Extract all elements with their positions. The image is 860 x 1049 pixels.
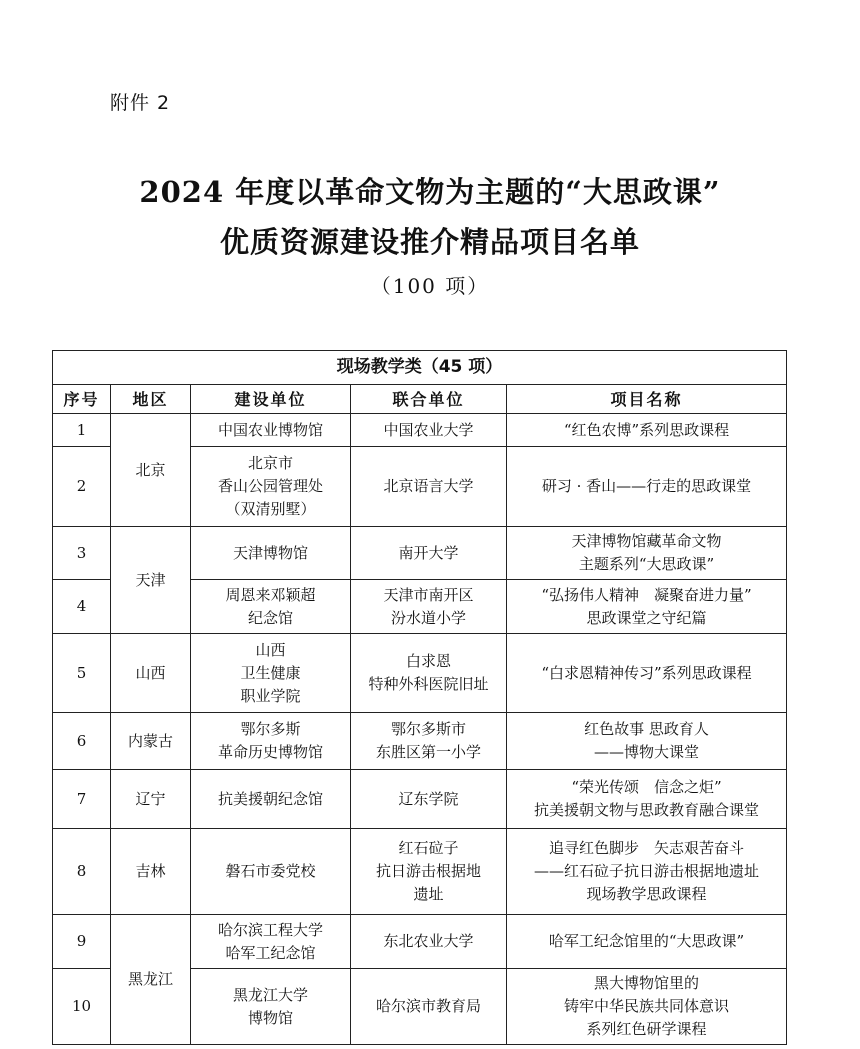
column-header-number: 序号 bbox=[53, 385, 111, 414]
builder-cell-line: 纪念馆 bbox=[247, 608, 293, 627]
builder-cell-line: 鄂尔多斯 bbox=[240, 720, 301, 738]
project-name-cell bbox=[507, 915, 787, 969]
builder-cell-line: 革命历史博物馆 bbox=[217, 743, 323, 761]
project-name-cell-line: 红色故事 思政育人 bbox=[584, 720, 709, 738]
project-name-cell-line: “荣光传颂 信念之炬” bbox=[571, 778, 722, 796]
row-number: 8 bbox=[53, 829, 111, 915]
region-cell: 黑龙江 bbox=[111, 915, 191, 1045]
document-title-line2: 优质资源建设推介精品项目名单 bbox=[219, 225, 640, 259]
project-name-cell bbox=[507, 447, 787, 527]
region-cell: 辽宁 bbox=[111, 770, 191, 829]
builder-cell bbox=[191, 414, 351, 447]
partner-cell-line: 抗日游击根据地 bbox=[375, 862, 481, 880]
project-name-cell-line: 黑大博物馆里的 bbox=[594, 974, 700, 992]
partner-cell-line: 东北农业大学 bbox=[383, 932, 474, 950]
builder-cell-line: 职业学院 bbox=[240, 686, 301, 705]
builder-cell-line: 卫生健康 bbox=[240, 663, 301, 682]
project-name-cell bbox=[507, 634, 787, 713]
builder-cell-line: 香山公园管理处 bbox=[217, 477, 323, 495]
row-number: 9 bbox=[53, 915, 111, 969]
partner-cell-line: 鄂尔多斯市 bbox=[390, 720, 466, 738]
builder-cell-line: 磐石市委党校 bbox=[225, 862, 316, 880]
partner-cell-line: 北京语言大学 bbox=[383, 477, 474, 495]
table-row bbox=[53, 527, 787, 580]
builder-cell-line: 周恩来邓颖超 bbox=[225, 585, 316, 604]
builder-cell-line: 哈尔滨工程大学 bbox=[217, 920, 323, 939]
builder-cell-line: （双清别墅） bbox=[225, 500, 316, 518]
project-name-cell-line: “红色农博”系列思政课程 bbox=[563, 420, 730, 439]
region-cell: 吉林 bbox=[111, 829, 191, 915]
document-subtitle: （100 项） bbox=[370, 274, 490, 298]
partner-cell bbox=[351, 634, 507, 713]
project-name-cell-line: 主题系列“大思政课” bbox=[578, 555, 715, 573]
project-name-cell bbox=[507, 713, 787, 770]
partner-cell-line: 东胜区第一小学 bbox=[375, 743, 481, 761]
builder-cell bbox=[191, 969, 351, 1045]
partner-cell bbox=[351, 829, 507, 915]
builder-cell-line: 哈军工纪念馆 bbox=[225, 943, 316, 962]
row-number: 5 bbox=[53, 634, 111, 713]
row-number: 10 bbox=[53, 969, 111, 1045]
table-row bbox=[53, 770, 787, 829]
partner-cell bbox=[351, 580, 507, 634]
builder-cell-line: 中国农业博物馆 bbox=[217, 420, 323, 439]
builder-cell bbox=[191, 770, 351, 829]
row-number: 1 bbox=[53, 414, 111, 447]
project-name-cell bbox=[507, 829, 787, 915]
project-name-cell-line: ——博物大课堂 bbox=[594, 743, 700, 761]
row-number: 2 bbox=[53, 447, 111, 527]
project-name-cell bbox=[507, 770, 787, 829]
builder-cell bbox=[191, 634, 351, 713]
region-cell: 内蒙古 bbox=[111, 713, 191, 770]
row-number: 3 bbox=[53, 527, 111, 580]
region-cell: 北京 bbox=[111, 414, 191, 527]
project-name-cell bbox=[507, 527, 787, 580]
project-name-cell-line: 思政课堂之守纪篇 bbox=[586, 608, 707, 627]
project-name-cell bbox=[507, 969, 787, 1045]
project-name-cell-line: 研习 · 香山——行走的思政课堂 bbox=[541, 477, 752, 495]
project-name-cell-line: 现场教学思政课程 bbox=[586, 885, 707, 903]
project-name-cell-line: 天津博物馆藏革命文物 bbox=[571, 532, 722, 550]
partner-cell-line: 南开大学 bbox=[398, 543, 459, 562]
builder-cell bbox=[191, 713, 351, 770]
project-name-cell-line: ——红石砬子抗日游击根据地遗址 bbox=[534, 862, 760, 880]
builder-cell bbox=[191, 447, 351, 527]
partner-cell-line: 特种外科医院旧址 bbox=[368, 675, 489, 693]
table-row bbox=[53, 414, 787, 447]
builder-cell-line: 北京市 bbox=[247, 454, 293, 472]
builder-cell-line: 黑龙江大学 bbox=[232, 985, 308, 1004]
column-header-partner: 联合单位 bbox=[351, 385, 507, 414]
region-cell: 天津 bbox=[111, 527, 191, 634]
project-name-cell-line: “白求恩精神传习”系列思政课程 bbox=[541, 663, 752, 682]
table-row bbox=[53, 829, 787, 915]
builder-cell bbox=[191, 829, 351, 915]
builder-cell-line: 天津博物馆 bbox=[232, 543, 308, 562]
partner-cell bbox=[351, 969, 507, 1045]
project-name-cell-line: 追寻红色脚步 矢志艰苦奋斗 bbox=[549, 839, 745, 857]
document-title-line1: 2024 年度以革命文物为主题的“大思政课” bbox=[139, 175, 721, 209]
column-header-region: 地区 bbox=[111, 385, 191, 414]
row-number: 6 bbox=[53, 713, 111, 770]
row-number: 4 bbox=[53, 580, 111, 634]
row-number: 7 bbox=[53, 770, 111, 829]
attachment-label: 附件 2 bbox=[110, 92, 171, 114]
partner-cell bbox=[351, 915, 507, 969]
partner-cell bbox=[351, 770, 507, 829]
table-row bbox=[53, 915, 787, 969]
project-name-cell-line: 系列红色研学课程 bbox=[586, 1020, 707, 1038]
project-name-cell-line: “弘扬伟人精神 凝聚奋进力量” bbox=[541, 585, 752, 604]
project-name-cell bbox=[507, 414, 787, 447]
builder-cell bbox=[191, 527, 351, 580]
partner-cell-line: 汾水道小学 bbox=[390, 608, 466, 627]
project-name-cell-line: 抗美援朝文物与思政教育融合课堂 bbox=[534, 801, 760, 819]
partner-cell-line: 辽东学院 bbox=[398, 789, 459, 808]
partner-cell-line: 白求恩 bbox=[405, 652, 451, 670]
category-header: 现场教学类（45 项） bbox=[53, 351, 787, 385]
builder-cell-line: 抗美援朝纪念馆 bbox=[217, 789, 323, 808]
partner-cell bbox=[351, 527, 507, 580]
partner-cell bbox=[351, 713, 507, 770]
column-header-builder: 建设单位 bbox=[191, 385, 351, 414]
partner-cell bbox=[351, 447, 507, 527]
project-name-cell-line: 铸牢中华民族共同体意识 bbox=[564, 997, 730, 1015]
partner-cell-line: 红石砬子 bbox=[398, 839, 459, 857]
column-header-project: 项目名称 bbox=[507, 385, 787, 414]
partner-cell bbox=[351, 414, 507, 447]
project-name-cell-line: 哈军工纪念馆里的“大思政课” bbox=[548, 932, 745, 950]
builder-cell bbox=[191, 580, 351, 634]
partner-cell-line: 天津市南开区 bbox=[383, 585, 474, 604]
region-cell: 山西 bbox=[111, 634, 191, 713]
partner-cell-line: 哈尔滨市教育局 bbox=[375, 997, 481, 1015]
builder-cell-line: 山西 bbox=[255, 640, 286, 659]
partner-cell-line: 中国农业大学 bbox=[383, 420, 474, 439]
table-row bbox=[53, 634, 787, 713]
project-table bbox=[52, 350, 787, 1045]
project-name-cell bbox=[507, 580, 787, 634]
builder-cell bbox=[191, 915, 351, 969]
table-row bbox=[53, 713, 787, 770]
builder-cell-line: 博物馆 bbox=[247, 1008, 293, 1027]
partner-cell-line: 遗址 bbox=[413, 885, 444, 903]
